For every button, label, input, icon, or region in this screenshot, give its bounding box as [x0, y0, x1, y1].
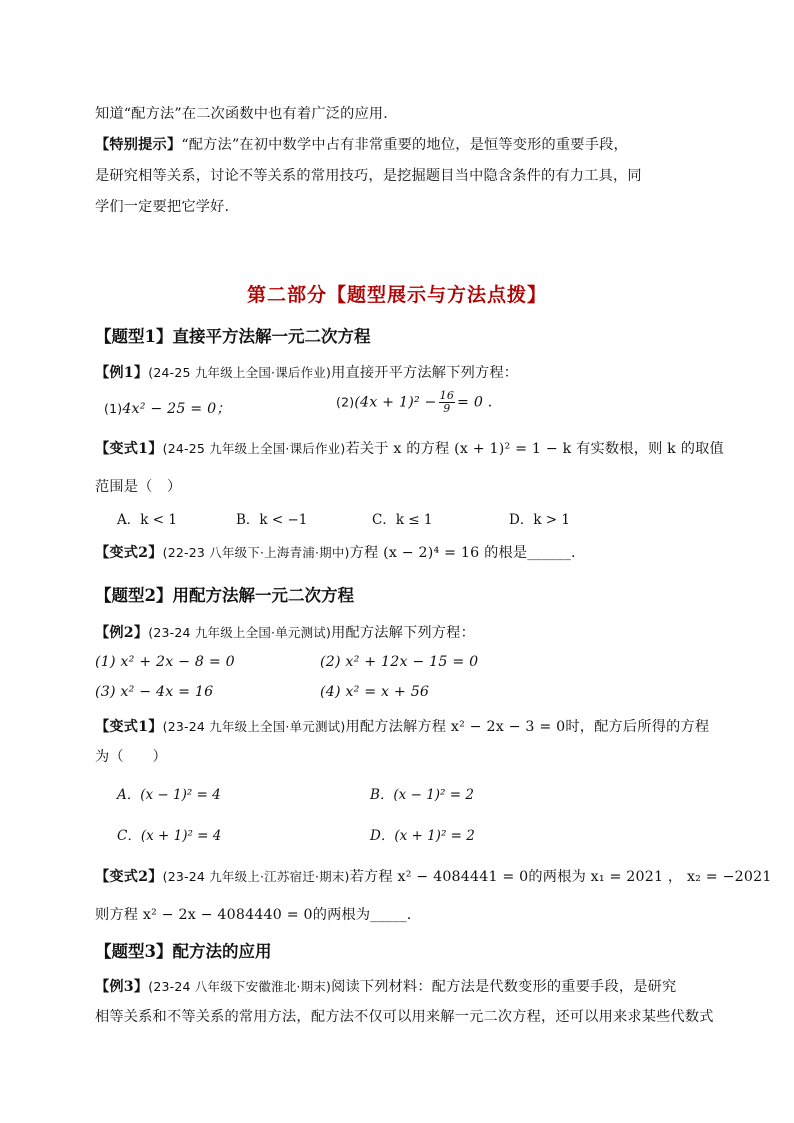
example2-line [95, 622, 475, 642]
option-a: A．k < 1 [117, 512, 177, 528]
example-text: 用直接开平方法解下列方程： [331, 365, 519, 381]
example1-part1 [104, 398, 231, 418]
variant1-line [95, 438, 724, 458]
option-c: C．k ≤ 1 [372, 512, 433, 528]
example3-line2: 相等关系和不等关系的常用方法，配方法不仅可以用来解一元二次方程，还可以用来求某些代数式 [95, 1009, 714, 1025]
variant-source: (23-24 九年级上全国·单元测试) [162, 719, 346, 734]
variant1-line [95, 716, 709, 736]
variant-label: 【变式1】 [95, 719, 163, 735]
part-number: (1) [104, 401, 123, 416]
example-label: 【例2】 [95, 625, 149, 641]
option-d: D．(x + 1)² = 2 [370, 828, 475, 844]
equation: 4x² − 25 = 0； [122, 401, 231, 417]
example1-part2 [336, 390, 493, 415]
variant-label: 【变式1】 [95, 441, 163, 457]
fraction [439, 390, 455, 415]
equation: (4x + 1)² − [354, 394, 437, 411]
denominator: 9 [443, 402, 451, 415]
variant2-line [95, 866, 772, 886]
variant-source: (24-25 九年级上全国·课后作业) [162, 441, 346, 456]
example3-line [95, 976, 676, 996]
option-a: A．(x − 1)² = 4 [117, 787, 221, 803]
example-text: 用配方法解下列方程： [331, 625, 475, 641]
variant2-line [95, 542, 576, 562]
numerator: 16 [439, 389, 455, 402]
variant2-line2: 则方程 x² − 2x − 4084440 = 0的两根为_____. [95, 907, 412, 923]
example2-part4: (4) x² = x + 56 [320, 684, 430, 700]
variant1-line2: 为（ ） [95, 749, 167, 765]
option-d: D．k > 1 [509, 512, 570, 528]
equation: = 0 . [457, 394, 493, 411]
option-b: B．k < −1 [236, 512, 308, 528]
tip-text: “配方法”在初中数学中占有非常重要的地位，是恒等变形的重要手段， [181, 137, 628, 153]
variant-text: 若方程 x² − 4084441 = 0的两根为 x₁ = 2021 ， x₂ = −2021 [349, 869, 772, 885]
example-source: (24-25 九年级上全国·课后作业) [148, 365, 332, 380]
variant-label: 【变式2】 [95, 545, 163, 561]
variant-source: (23-24 九年级上·江苏宿迁·期末) [162, 869, 350, 884]
variant-source: (22-23 八年级下·上海青浦·期中) [162, 545, 350, 560]
example-text: 阅读下列材料：配方法是代数变形的重要手段，是研究 [331, 979, 677, 995]
example2-part2: (2) x² + 12x − 15 = 0 [320, 654, 479, 670]
intro-line: 知道“配方法”在二次函数中也有着广泛的应用. [95, 106, 388, 122]
example1-line [95, 362, 518, 382]
example2-part1: (1) x² + 2x − 8 = 0 [95, 654, 235, 670]
variant1-line2: 范围是（ ） [95, 479, 182, 495]
example-label: 【例3】 [95, 979, 149, 995]
part-number: (2) [336, 394, 355, 410]
section-title: 第二部分【题型展示与方法点拨】 [246, 284, 547, 306]
example-label: 【例1】 [95, 365, 149, 381]
intro-line: 是研究相等关系，讨论不等关系的常用技巧，是挖掘题目当中隐含条件的有力工具，同 [95, 168, 642, 184]
variant-text: 若关于 x 的方程 (x + 1)² = 1 − k 有实数根，则 k 的取值 [345, 441, 724, 457]
intro-line: 学们一定要把它学好. [95, 199, 230, 215]
variant-label: 【变式2】 [95, 869, 163, 885]
type1-heading: 【题型1】直接平方法解一元二次方程 [95, 327, 371, 346]
example-source: (23-24 九年级上全国·单元测试) [148, 625, 332, 640]
example-source: (23-24 八年级下安徽淮北·期末) [148, 979, 332, 994]
option-c: C．(x + 1)² = 4 [117, 828, 222, 844]
variant-text: 方程 (x − 2)⁴ = 16 的根是______. [349, 545, 576, 561]
type3-heading: 【题型3】配方法的应用 [95, 942, 272, 961]
tip-label: 【特别提示】 [95, 137, 182, 153]
tip-line [95, 134, 628, 154]
example2-part3: (3) x² − 4x = 16 [95, 684, 214, 700]
option-b: B．(x − 1)² = 2 [370, 787, 474, 803]
variant-text: 用配方法解方程 x² − 2x − 3 = 0时，配方后所得的方程 [345, 719, 710, 735]
type2-heading: 【题型2】用配方法解一元二次方程 [95, 586, 354, 605]
